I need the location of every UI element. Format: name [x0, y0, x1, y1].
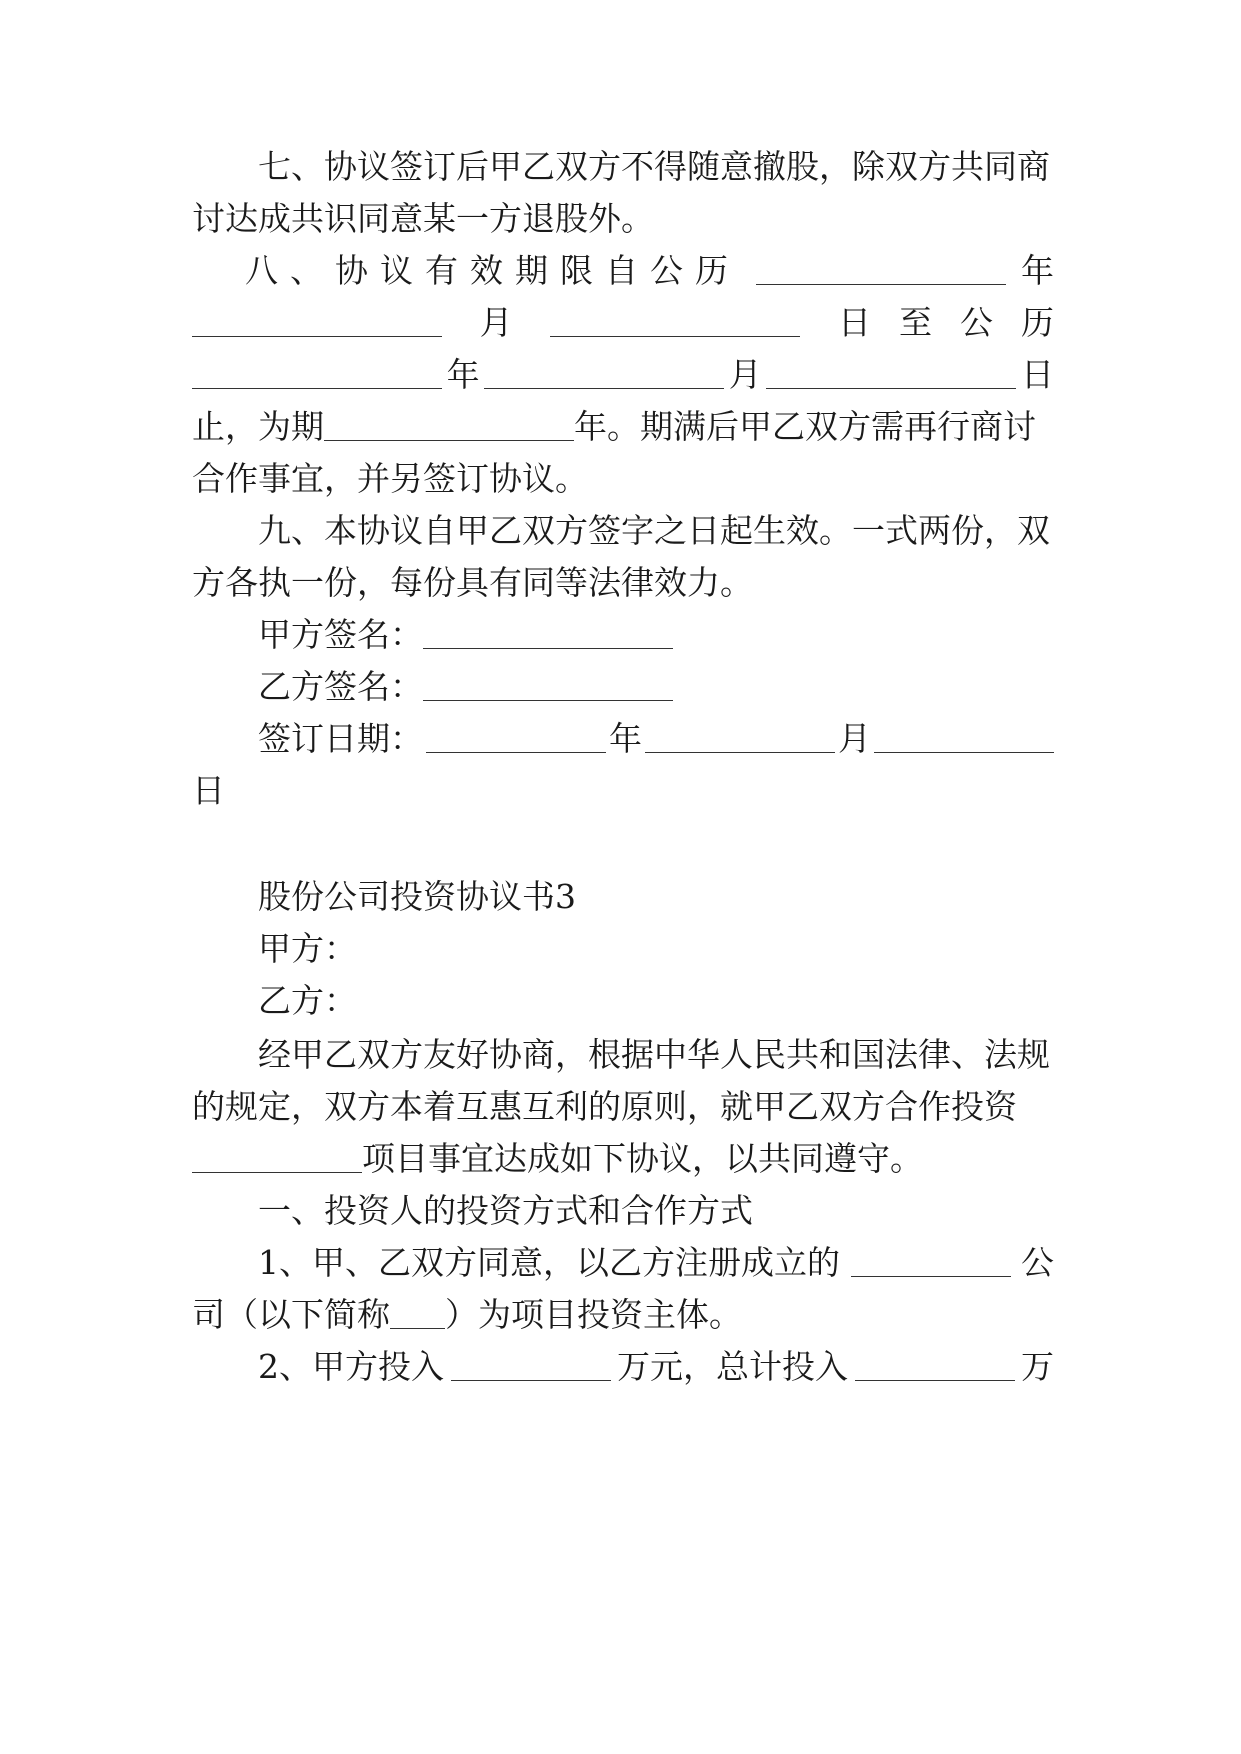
article-7-text-2: 讨达成共识同意某一方退股外。 [192, 199, 654, 238]
agreement-3-title-text: 股份公司投资协议书3 [258, 877, 576, 916]
item-2-line-1 [258, 1338, 1054, 1396]
item-1-line-1 [258, 1234, 1054, 1292]
blank-start-day [550, 294, 800, 352]
signing-date-label: 签订日期： [258, 719, 423, 758]
agreement-3-party-b-label: 乙方： [258, 981, 357, 1020]
section-1-heading-text: 一、投资人的投资方式和合作方式 [258, 1191, 753, 1230]
article-8-month-label: 月 [479, 303, 513, 342]
article-8-line-3 [192, 346, 1054, 404]
item-2-suffix: 万 [1021, 1347, 1054, 1386]
party-b-signature-label: 乙方签名： [258, 667, 423, 706]
article-8-end-year-label: 年 [446, 355, 480, 394]
article-8-prefix: 八、协议有效期限自公历 [245, 251, 740, 290]
article-9-text-2: 方各执一份，每份具有同等法律效力。 [192, 563, 753, 602]
article-9-line-1 [258, 502, 1054, 560]
signing-date-row [258, 710, 1054, 768]
party-b-signature-blank[interactable] [423, 658, 673, 716]
article-8-term-prefix: 止，为期 [192, 407, 324, 446]
company-abbreviation-blank[interactable] [390, 1286, 445, 1344]
total-investment-blank[interactable] [855, 1338, 1015, 1396]
blank-end-day [766, 346, 1016, 404]
agreement-3-title [258, 868, 1054, 926]
article-7-text-1: 七、协议签订后甲乙双方不得随意撤股，除双方共同商 [258, 147, 1050, 186]
article-8-line-1 [245, 242, 1054, 300]
item-2-middle: 万元，总计投入 [617, 1347, 848, 1386]
party-a-signature-blank[interactable] [423, 606, 673, 664]
signing-date-day-row [192, 762, 1054, 820]
item-1-line-2-suffix: ）为项目投资主体。 [445, 1295, 742, 1334]
article-8-end-month-label: 月 [728, 355, 762, 394]
party-a-investment-blank[interactable] [451, 1338, 611, 1396]
article-9-line-2 [192, 554, 1054, 612]
signing-date-year-label: 年 [609, 719, 642, 758]
blank-start-year [756, 242, 1006, 300]
company-name-blank[interactable] [851, 1234, 1011, 1292]
item-1-prefix: 1、甲、乙双方同意，以乙方注册成立的 [258, 1243, 840, 1282]
article-8-term-suffix: 年。期满后甲乙双方需再行商讨 [574, 407, 1036, 446]
article-8-year-label: 年 [1021, 251, 1054, 290]
preamble-line-3 [192, 1130, 1054, 1188]
preamble-text-2: 的规定，双方本着互惠互利的原则，就甲乙双方合作投资 [192, 1087, 1017, 1126]
article-8-line-5 [192, 450, 1054, 508]
article-8-end-day-label: 日 [1020, 355, 1054, 394]
article-9-text-1: 九、本协议自甲乙双方签字之日起生效。一式两份，双 [258, 511, 1050, 550]
preamble-line-1 [258, 1026, 1054, 1084]
project-name-blank[interactable] [192, 1130, 362, 1188]
article-8-line-4 [192, 398, 1054, 456]
article-8-line-2 [192, 294, 1082, 352]
preamble-text-3: 项目事宜达成如下协议，以共同遵守。 [362, 1139, 923, 1178]
item-1-suffix: 公 [1021, 1243, 1054, 1282]
signing-date-month-blank[interactable] [645, 710, 835, 768]
party-a-signature-label: 甲方签名： [258, 615, 423, 654]
article-7-line-2 [192, 190, 1054, 248]
blank-term-years [324, 398, 574, 456]
agreement-3-party-b [258, 972, 1054, 1030]
signing-date-day-label: 日 [192, 771, 225, 810]
signing-date-month-label: 月 [838, 719, 871, 758]
blank-end-year [192, 346, 442, 404]
article-7-line-1 [258, 138, 1054, 196]
signing-date-year-blank[interactable] [426, 710, 606, 768]
signing-date-day-blank[interactable] [874, 710, 1054, 768]
party-a-signature-row [258, 606, 1054, 664]
item-1-line-2 [192, 1286, 1054, 1344]
article-8-text-5: 合作事宜，并另签订协议。 [192, 459, 588, 498]
agreement-3-party-a [258, 920, 1054, 978]
party-b-signature-row [258, 658, 1054, 716]
preamble-text-1: 经甲乙双方友好协商，根据中华人民共和国法律、法规 [258, 1035, 1050, 1074]
article-8-day-to-label: 日至公历 [837, 303, 1082, 342]
section-1-heading [258, 1182, 1054, 1240]
agreement-3-party-a-label: 甲方： [258, 929, 357, 968]
preamble-line-2 [192, 1078, 1054, 1136]
blank-end-month [484, 346, 724, 404]
item-1-line-2-prefix: 司（以下简称 [192, 1295, 390, 1334]
blank-start-month [192, 294, 442, 352]
item-2-prefix: 2、甲方投入 [258, 1347, 444, 1386]
